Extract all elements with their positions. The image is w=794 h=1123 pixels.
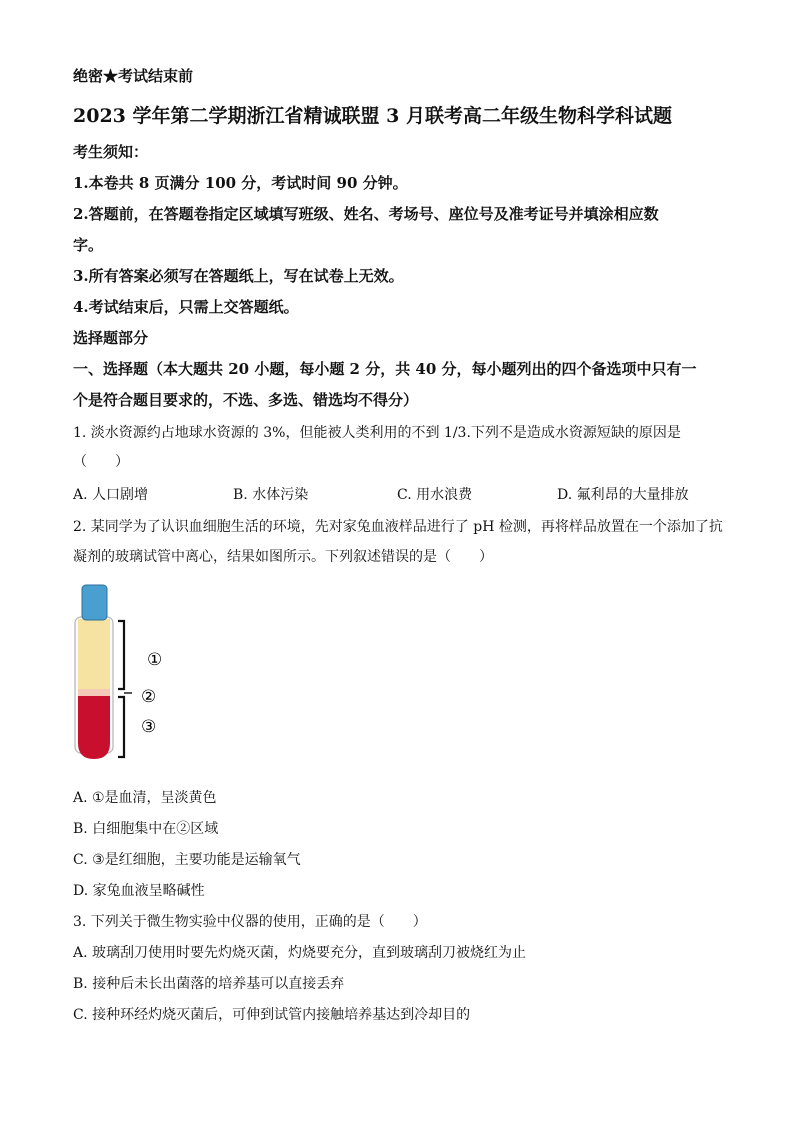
section-instruction: 个是符合题目要求的，不选、多选、错选均不得分） (73, 391, 419, 409)
option-b: B. 接种后未长出菌落的培养基可以直接丢弃 (73, 976, 345, 992)
question-stem: 3. 下列关于微生物实验中仪器的使用，正确的是（ ） (73, 914, 427, 930)
label-3: ③ (141, 717, 157, 737)
bracket-1 (118, 621, 124, 689)
notice-item: 1.本卷共 8 页满分 100 分，考试时间 90 分钟。 (73, 174, 408, 192)
buffy-coat-layer (78, 689, 110, 697)
option-a: A. ①是血清，呈淡黄色 (73, 790, 217, 806)
notice-item: 字。 (73, 236, 104, 254)
label-2: ② (141, 687, 157, 707)
plasma-layer (78, 619, 110, 691)
test-tube-figure (70, 583, 190, 765)
question-stem: 2. 某同学为了认识血细胞生活的环境，先对家兔血液样品进行了 pH 检测，再将样品放置在一个添加了抗 (73, 519, 723, 535)
section-instruction: 一、选择题（本大题共 20 小题，每小题 2 分，共 40 分，每小题列出的四个备选项中只有一 (73, 360, 697, 378)
label-1: ① (147, 650, 163, 670)
option-d: D. 家兔血液呈略碱性 (73, 883, 205, 899)
option-c: C. ③是红细胞，主要功能是运输氧气 (73, 852, 301, 868)
answer-blank: （ ） (73, 454, 129, 470)
option-a: A. 人口剧增 (73, 487, 149, 503)
bracket-3 (118, 697, 124, 757)
question-stem: 凝剂的玻璃试管中离心，结果如图所示。下列叙述错误的是（ ） (73, 549, 493, 565)
option-b: B. 水体污染 (233, 487, 309, 503)
option-b: B. 白细胞集中在②区域 (73, 821, 219, 837)
notice-item: 4.考试结束后，只需上交答题纸。 (73, 298, 299, 316)
option-d: D. 氟利昂的大量排放 (557, 487, 689, 503)
notice-item: 2.答题前，在答题卷指定区域填写班级、姓名、考场号、座位号及准考证号并填涂相应数 (73, 205, 659, 223)
option-c: C. 接种环经灼烧灭菌后，可伸到试管内接触培养基达到冷却目的 (73, 1007, 471, 1023)
notice-heading: 考生须知： (73, 143, 149, 161)
tube-cap (82, 585, 107, 620)
notice-item: 3.所有答案必须写在答题纸上，写在试卷上无效。 (73, 267, 404, 285)
option-a: A. 玻璃刮刀使用时要先灼烧灭菌，灼烧要充分，直到玻璃刮刀被烧红为止 (73, 945, 527, 961)
secret-note: 绝密★考试结束前 (73, 67, 194, 85)
exam-title: 2023 学年第二学期浙江省精诚联盟 3 月联考高二年级生物科学科试题 (73, 105, 672, 127)
option-c: C. 用水浪费 (397, 487, 473, 503)
question-stem: 1. 淡水资源约占地球水资源的 3%，但能被人类利用的不到 1/3.下列不是造成水资源短缺的原因是 (73, 425, 681, 441)
red-cell-layer (78, 696, 110, 759)
part-label: 选择题部分 (73, 329, 149, 347)
